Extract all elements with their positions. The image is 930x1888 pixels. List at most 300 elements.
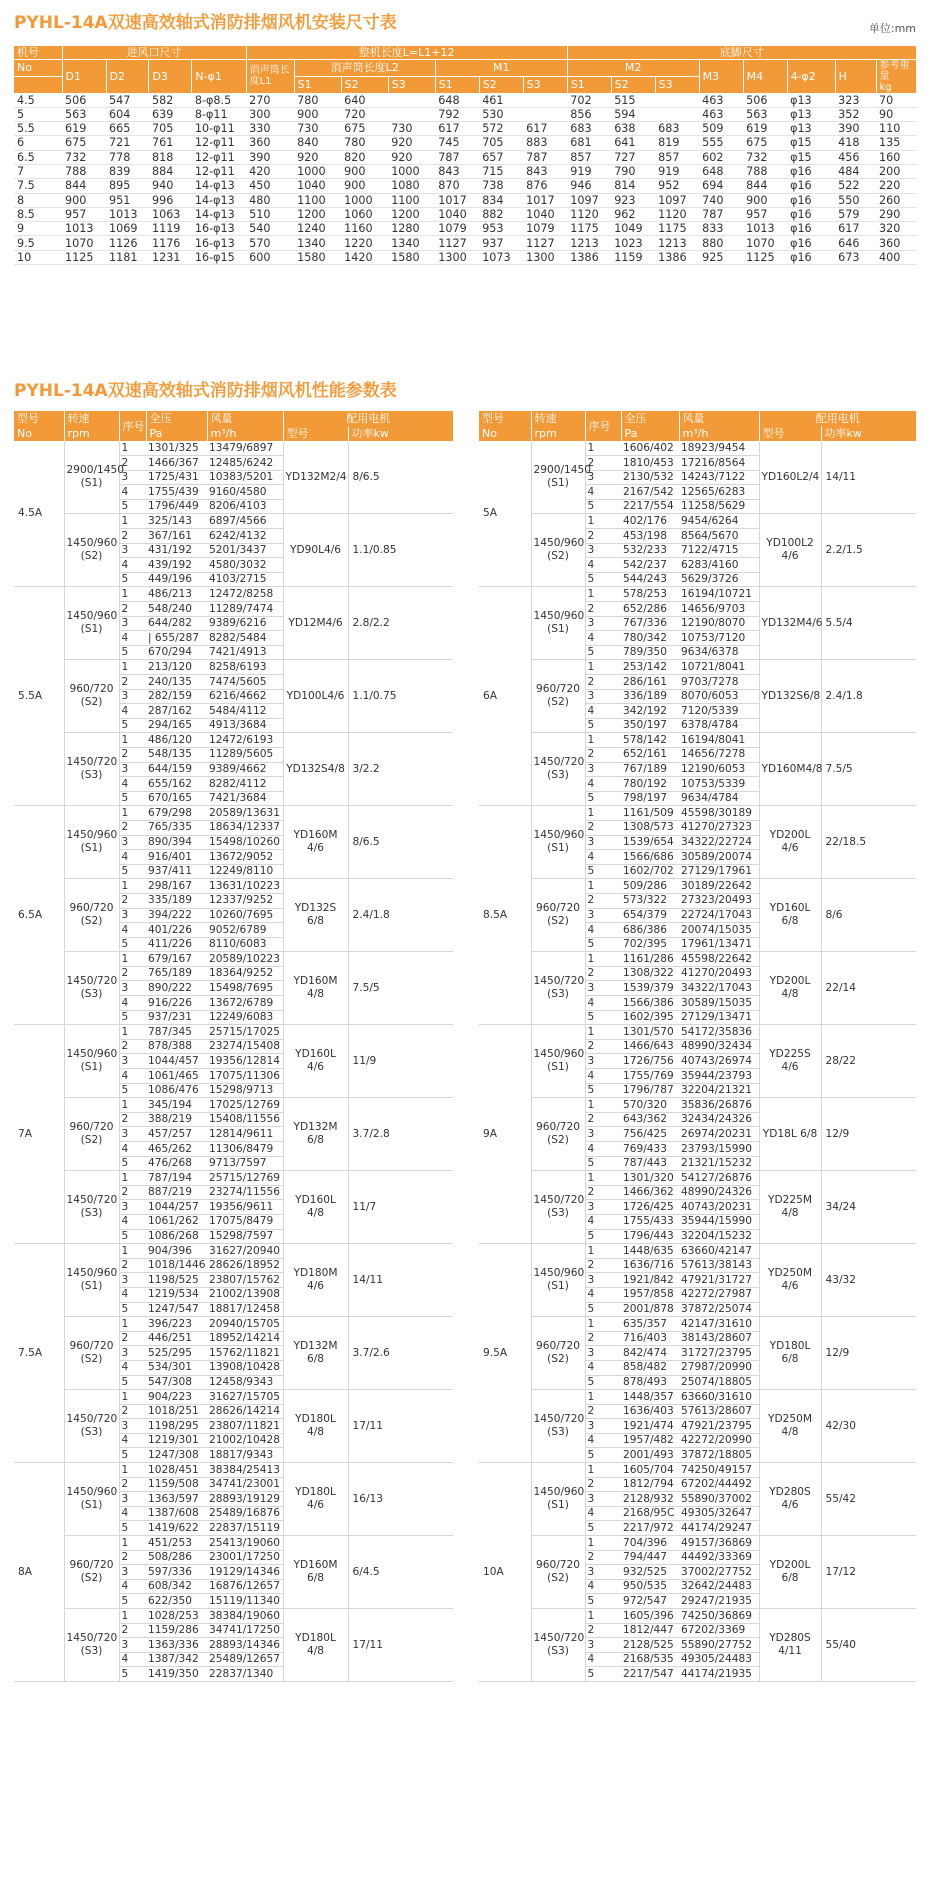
install-cell: 1127	[435, 236, 479, 250]
perf-seq: 1	[119, 587, 146, 602]
perf-flow: 12337/9252	[207, 893, 283, 908]
perf-seq: 4	[119, 923, 146, 938]
perf-flow: 8282/4112	[207, 777, 283, 792]
perf-pressure: 1636/716	[621, 1258, 679, 1273]
perf-flow: 17961/13471	[679, 937, 759, 952]
install-cell: 1213	[567, 236, 611, 250]
install-cell: 110	[876, 122, 916, 136]
perf-pressure: 1018/1446	[148, 1259, 206, 1272]
perf-flow: 23274/11556	[207, 1185, 283, 1200]
install-cell: 732	[743, 150, 787, 164]
install-cell: 550	[835, 193, 876, 207]
perf-seq: 2	[585, 1623, 621, 1638]
perf-seq: 3	[585, 1200, 621, 1215]
perf-flow: 14656/9703	[679, 602, 759, 617]
install-cell: 7	[14, 164, 62, 178]
install-cell: 790	[611, 164, 655, 178]
perf-row	[479, 1609, 916, 1624]
perf-flow: 41270/27323	[679, 820, 759, 835]
perf-seq: 4	[585, 1506, 621, 1521]
perf-flow: 15498/10260	[207, 835, 283, 850]
perf-flow: 35836/26876	[679, 1098, 759, 1113]
perf-pressure: 1755/769	[621, 1069, 679, 1084]
perf-pressure: 1308/573	[621, 820, 679, 835]
perf-row	[14, 879, 453, 894]
perf-flow: 12190/8070	[679, 616, 759, 631]
perf-flow: 15119/11340	[207, 1594, 283, 1609]
perf-speed: 1450/720 (S3)	[531, 733, 585, 806]
install-cell: 957	[62, 207, 106, 221]
perf-pressure: 213/120	[146, 660, 207, 675]
header-four-phi: 4-φ2	[787, 59, 835, 93]
perf-seq: 1	[119, 514, 146, 529]
install-cell	[388, 93, 435, 107]
perf-pressure: 1539/654	[621, 835, 679, 850]
perf-seq: 1	[119, 1098, 146, 1113]
perf-pressure: 765/335	[146, 820, 207, 835]
perf-motor-model: YD280S 4/6	[759, 1463, 821, 1536]
perf-flow: 38384/25413	[207, 1463, 283, 1478]
perf-flow: 44174/29247	[679, 1521, 759, 1536]
install-cell: 952	[655, 179, 699, 193]
perf-flow: 9703/7278	[679, 675, 759, 690]
perf-flow: 7421/3684	[207, 791, 283, 806]
header-m1-s1: S1	[435, 76, 479, 93]
perf-seq: 5	[585, 1302, 621, 1317]
perf-header-speed: 转速	[64, 411, 119, 426]
perf-seq: 5	[585, 1448, 621, 1463]
perf-row	[14, 1244, 453, 1259]
perf-flow: 13908/10428	[207, 1360, 283, 1375]
perf-motor-model: YD132M2/4	[283, 441, 348, 514]
perf-motor-model: YD160M 4/8	[283, 952, 348, 1025]
install-cell: 673	[835, 250, 876, 264]
perf-seq: 2	[585, 893, 621, 908]
perf-flow: 10260/7695	[207, 908, 283, 923]
perf-seq: 3	[119, 1492, 146, 1507]
perf-flow: 74250/49157	[679, 1463, 759, 1478]
perf-pressure: 878/493	[621, 1375, 679, 1390]
perf-flow: 4580/3032	[207, 558, 283, 573]
perf-seq: 5	[585, 791, 621, 806]
perf-seq: 4	[585, 485, 621, 500]
perf-pressure: 476/268	[146, 1156, 207, 1171]
perf-model: 5.5A	[14, 587, 64, 806]
perf-motor-model: YD18L 6/8	[759, 1098, 821, 1171]
install-cell: 12-φ11	[192, 150, 246, 164]
install-cell	[655, 93, 699, 107]
perf-motor-model: YD160M 4/6	[283, 806, 348, 879]
install-cell	[655, 107, 699, 121]
perf-seq: 2	[585, 1039, 621, 1054]
perf-row	[14, 1609, 453, 1624]
perf-row	[14, 1171, 453, 1186]
install-cell: 16-φ13	[192, 236, 246, 250]
perf-table-title: PYHL-14A双速高效轴式消防排烟风机性能参数表	[14, 381, 397, 401]
perf-seq: 5	[119, 1083, 146, 1098]
perf-motor-model: YD132M 6/8	[283, 1317, 348, 1390]
perf-pressure: 282/159	[146, 689, 207, 704]
perf-row	[14, 514, 453, 529]
install-cell: 515	[611, 93, 655, 107]
perf-seq: 5	[585, 1229, 621, 1244]
install-cell: 1213	[655, 236, 699, 250]
install-cell: 1100	[388, 193, 435, 207]
perf-header-motor: 配用电机	[283, 411, 453, 426]
perf-motor-model: YD200L 4/8	[759, 952, 821, 1025]
perf-seq: 1	[585, 1244, 621, 1259]
perf-motor-model: YD180L 4/6	[283, 1463, 348, 1536]
perf-pressure: 1957/482	[621, 1433, 679, 1448]
perf-flow: 10753/5339	[679, 777, 759, 792]
install-cell: 617	[835, 222, 876, 236]
perf-speed: 1450/960 (S1)	[64, 1025, 119, 1098]
perf-power: 7.5/5	[348, 952, 453, 1025]
perf-seq: 1	[119, 952, 146, 967]
perf-motor-model: YD132S6/8	[759, 660, 821, 733]
perf-seq: 3	[585, 1492, 621, 1507]
install-row	[14, 150, 916, 164]
perf-flow: 28626/18952	[207, 1258, 283, 1273]
perf-flow: 12814/9611	[207, 1127, 283, 1142]
perf-pressure: 2217/547	[621, 1667, 679, 1682]
perf-pressure: 1755/433	[621, 1214, 679, 1229]
perf-row	[479, 806, 916, 821]
install-cell: 160	[876, 150, 916, 164]
perf-seq: 5	[585, 937, 621, 952]
install-cell: 1079	[523, 222, 567, 236]
perf-flow: 12472/6193	[207, 733, 283, 748]
perf-seq: 4	[119, 631, 146, 646]
perf-seq: 5	[119, 1229, 146, 1244]
install-cell: 1017	[523, 193, 567, 207]
install-cell: 1100	[294, 193, 341, 207]
perf-flow: 8110/6083	[207, 937, 283, 952]
perf-pressure: 396/223	[146, 1317, 207, 1332]
perf-speed: 1450/960 (S2)	[64, 514, 119, 587]
install-cell: 962	[611, 207, 655, 221]
install-cell: 1220	[341, 236, 388, 250]
install-cell: 1080	[388, 179, 435, 193]
unit-label: 单位:mm	[868, 22, 916, 35]
perf-power: 3.7/2.6	[348, 1317, 453, 1390]
install-cell	[523, 107, 567, 121]
perf-seq: 3	[119, 762, 146, 777]
install-cell: φ15	[787, 136, 835, 150]
perf-seq: 2	[119, 602, 146, 617]
perf-pressure: 2130/532	[621, 470, 679, 485]
perf-pressure: 916/401	[146, 850, 207, 865]
perf-flow: 48990/32434	[679, 1039, 759, 1054]
perf-pressure: 1726/425	[621, 1200, 679, 1215]
perf-header-power: 功率kw	[348, 426, 453, 441]
perf-row	[14, 660, 453, 675]
perf-seq: 3	[585, 616, 621, 631]
install-cell: 778	[106, 150, 149, 164]
perf-model: 9.5A	[479, 1244, 531, 1463]
perf-flow: 6378/4784	[679, 718, 759, 733]
perf-power: 3/2.2	[348, 733, 453, 806]
install-cell: φ15	[787, 150, 835, 164]
install-cell: 900	[62, 193, 106, 207]
perf-pressure: 1796/449	[146, 499, 207, 514]
install-cell: 1280	[388, 222, 435, 236]
perf-power: 7.5/5	[821, 733, 916, 806]
perf-pressure: 253/142	[621, 660, 679, 675]
perf-pressure: 1602/395	[621, 1010, 679, 1025]
perf-seq: 1	[585, 441, 621, 456]
perf-motor-model: YD180L 6/8	[759, 1317, 821, 1390]
perf-seq: 1	[119, 660, 146, 675]
perf-pressure: 1018/251	[146, 1404, 207, 1419]
perf-speed: 960/720 (S2)	[531, 660, 585, 733]
install-cell: 683	[567, 122, 611, 136]
perf-row	[14, 1463, 453, 1478]
install-cell: 648	[435, 93, 479, 107]
perf-pressure: 1301/570	[621, 1025, 679, 1040]
perf-flow: 12485/6242	[207, 456, 283, 471]
perf-seq: 4	[585, 1360, 621, 1375]
perf-flow: 16194/8041	[679, 733, 759, 748]
perf-flow: 17075/11306	[207, 1069, 283, 1084]
perf-speed: 1450/960 (S1)	[531, 1244, 585, 1317]
install-row	[14, 250, 916, 264]
perf-seq: 3	[119, 1346, 146, 1361]
install-cell: 1079	[435, 222, 479, 236]
perf-pressure: | 655/287	[146, 631, 207, 646]
perf-seq: 4	[585, 558, 621, 573]
perf-seq: 2	[119, 675, 146, 690]
install-cell: φ13	[787, 93, 835, 107]
install-cell: 506	[62, 93, 106, 107]
install-cell: 844	[62, 179, 106, 193]
perf-row	[479, 1317, 916, 1332]
perf-flow: 18817/9343	[207, 1448, 283, 1463]
install-cell: 1040	[294, 179, 341, 193]
perf-seq: 3	[119, 1127, 146, 1142]
install-cell: 665	[106, 122, 149, 136]
header-inlet: 进风口尺寸	[62, 46, 246, 59]
header-s3: S3	[388, 76, 435, 93]
perf-header-motor: 配用电机	[759, 411, 916, 426]
perf-header-model-en: No	[14, 426, 64, 441]
install-cell: 320	[876, 222, 916, 236]
perf-pressure: 446/251	[146, 1331, 207, 1346]
perf-pressure: 787/443	[621, 1156, 679, 1171]
install-cell: 10	[14, 250, 62, 264]
perf-model: 10A	[479, 1463, 531, 1682]
perf-seq: 5	[119, 645, 146, 660]
perf-pressure: 767/189	[621, 762, 679, 777]
perf-pressure: 325/143	[146, 514, 207, 529]
perf-seq: 5	[119, 791, 146, 806]
perf-speed: 1450/720 (S3)	[64, 1609, 119, 1682]
perf-seq: 5	[119, 1594, 146, 1609]
perf-pressure: 532/233	[621, 543, 679, 558]
install-cell: 683	[655, 122, 699, 136]
perf-row	[479, 1463, 916, 1478]
perf-table-left	[14, 411, 453, 1682]
install-row	[14, 164, 916, 178]
perf-flow: 49157/36869	[679, 1536, 759, 1551]
perf-seq: 1	[585, 1025, 621, 1040]
perf-flow: 21002/13908	[207, 1287, 283, 1302]
perf-header-pressure: 全压	[621, 411, 679, 426]
perf-power: 8/6.5	[348, 441, 453, 514]
install-cell: 1063	[149, 207, 192, 221]
install-cell: 1097	[567, 193, 611, 207]
perf-header-model: 型号	[14, 411, 64, 426]
perf-flow: 26974/20231	[679, 1127, 759, 1142]
perf-flow: 9160/4580	[207, 485, 283, 500]
perf-pressure: 449/196	[146, 572, 207, 587]
perf-pressure: 1796/787	[621, 1083, 679, 1098]
install-cell: 702	[567, 93, 611, 107]
install-cell	[523, 93, 567, 107]
perf-pressure: 655/162	[146, 777, 207, 792]
perf-seq: 1	[585, 1609, 621, 1624]
install-cell: 705	[149, 122, 192, 136]
perf-seq: 2	[119, 529, 146, 544]
perf-row	[14, 806, 453, 821]
perf-pressure: 1159/286	[146, 1623, 207, 1638]
install-cell: 675	[62, 136, 106, 150]
perf-flow: 8258/6193	[207, 660, 283, 675]
install-cell: 900	[294, 107, 341, 121]
perf-pressure: 858/482	[621, 1360, 679, 1375]
perf-pressure: 394/222	[146, 908, 207, 923]
perf-speed: 1450/960 (S1)	[531, 1463, 585, 1536]
perf-seq: 3	[119, 1565, 146, 1580]
perf-pressure: 1605/704	[621, 1463, 679, 1478]
install-cell: 6.5	[14, 150, 62, 164]
perf-row	[479, 514, 916, 529]
install-cell: 639	[149, 107, 192, 121]
perf-flow: 34741/23001	[207, 1477, 283, 1492]
install-row	[14, 236, 916, 250]
install-cell: 1340	[294, 236, 341, 250]
header-m2-s1: S1	[567, 76, 611, 93]
perf-seq: 3	[119, 1419, 146, 1434]
perf-seq: 1	[119, 733, 146, 748]
perf-header-model-en: No	[479, 426, 531, 441]
install-cell: 819	[655, 136, 699, 150]
perf-pressure: 509/286	[621, 879, 679, 894]
header-nphi: N-φ1	[192, 59, 246, 93]
perf-flow: 34322/17043	[679, 981, 759, 996]
install-cell: 675	[341, 122, 388, 136]
perf-seq: 5	[585, 645, 621, 660]
header-m1-s3: S3	[523, 76, 567, 93]
perf-seq: 4	[585, 704, 621, 719]
install-cell: 1175	[567, 222, 611, 236]
header-silencer-l2: 消声筒长度L2	[294, 59, 435, 76]
install-cell: φ13	[787, 107, 835, 121]
perf-pressure: 1028/451	[146, 1463, 207, 1478]
perf-flow: 44174/21935	[679, 1667, 759, 1682]
perf-motor-model: YD12M4/6	[283, 587, 348, 660]
install-cell: 1340	[388, 236, 435, 250]
perf-flow: 15298/7597	[207, 1229, 283, 1244]
perf-flow: 34322/22724	[679, 835, 759, 850]
perf-power: 12/9	[821, 1098, 916, 1171]
install-cell: 1000	[388, 164, 435, 178]
install-cell: 1420	[341, 250, 388, 264]
perf-flow: 57613/28607	[679, 1404, 759, 1419]
perf-pressure: 1448/357	[621, 1390, 679, 1405]
perf-power: 17/11	[348, 1609, 453, 1682]
perf-row	[479, 1025, 916, 1040]
perf-seq: 3	[119, 1054, 146, 1069]
perf-flow: 32642/24483	[679, 1579, 759, 1594]
perf-seq: 2	[119, 1039, 146, 1054]
perf-pressure: 704/396	[621, 1536, 679, 1551]
perf-flow: 31627/20940	[207, 1244, 283, 1259]
install-cell: 792	[435, 107, 479, 121]
install-cell: 638	[611, 122, 655, 136]
perf-flow: 15762/11821	[207, 1346, 283, 1361]
install-cell: 788	[62, 164, 106, 178]
perf-flow: 12249/6083	[207, 1010, 283, 1025]
perf-pressure: 1301/320	[621, 1171, 679, 1186]
perf-power: 17/11	[348, 1390, 453, 1463]
install-cell: φ16	[787, 179, 835, 193]
perf-seq: 3	[585, 981, 621, 996]
perf-pressure: 1921/474	[621, 1419, 679, 1434]
install-cell: 657	[479, 150, 523, 164]
perf-header-pressure: 全压	[146, 411, 207, 426]
perf-motor-model: YD160M 6/8	[283, 1536, 348, 1609]
perf-pressure: 2217/972	[621, 1521, 679, 1536]
perf-flow: 67202/3369	[679, 1623, 759, 1638]
perf-header-flow: 风量	[207, 411, 283, 426]
perf-pressure: 1061/465	[146, 1069, 207, 1084]
perf-pressure: 335/189	[146, 893, 207, 908]
perf-pressure: 573/322	[621, 893, 679, 908]
perf-pressure: 767/336	[621, 616, 679, 631]
install-cell: 787	[523, 150, 567, 164]
perf-pressure: 2001/878	[621, 1302, 679, 1317]
install-cell: 220	[876, 179, 916, 193]
perf-row	[479, 733, 916, 748]
perf-seq: 2	[119, 1623, 146, 1638]
perf-flow: 16876/12657	[207, 1579, 283, 1594]
perf-seq: 5	[119, 1010, 146, 1025]
perf-flow: 47921/31727	[679, 1273, 759, 1288]
install-cell: 135	[876, 136, 916, 150]
install-cell: 957	[743, 207, 787, 221]
perf-flow: 55890/27752	[679, 1638, 759, 1653]
install-cell: 745	[435, 136, 479, 150]
perf-power: 55/42	[821, 1463, 916, 1536]
perf-pressure: 1198/525	[146, 1273, 207, 1288]
perf-power: 8/6.5	[348, 806, 453, 879]
perf-seq: 4	[585, 777, 621, 792]
perf-flow: 49305/32647	[679, 1506, 759, 1521]
perf-seq: 1	[119, 1171, 146, 1186]
perf-seq: 3	[585, 1565, 621, 1580]
perf-pressure: 1159/508	[146, 1477, 207, 1492]
install-cell: 876	[523, 179, 567, 193]
perf-seq: 1	[119, 1244, 146, 1259]
perf-row	[479, 587, 916, 602]
install-cell: 563	[62, 107, 106, 121]
perf-header-pressure-unit: Pa	[621, 426, 679, 441]
perf-seq: 5	[119, 1521, 146, 1536]
perf-pressure: 451/253	[146, 1536, 207, 1551]
perf-flow: 9389/4662	[207, 762, 283, 777]
perf-row	[479, 441, 916, 456]
